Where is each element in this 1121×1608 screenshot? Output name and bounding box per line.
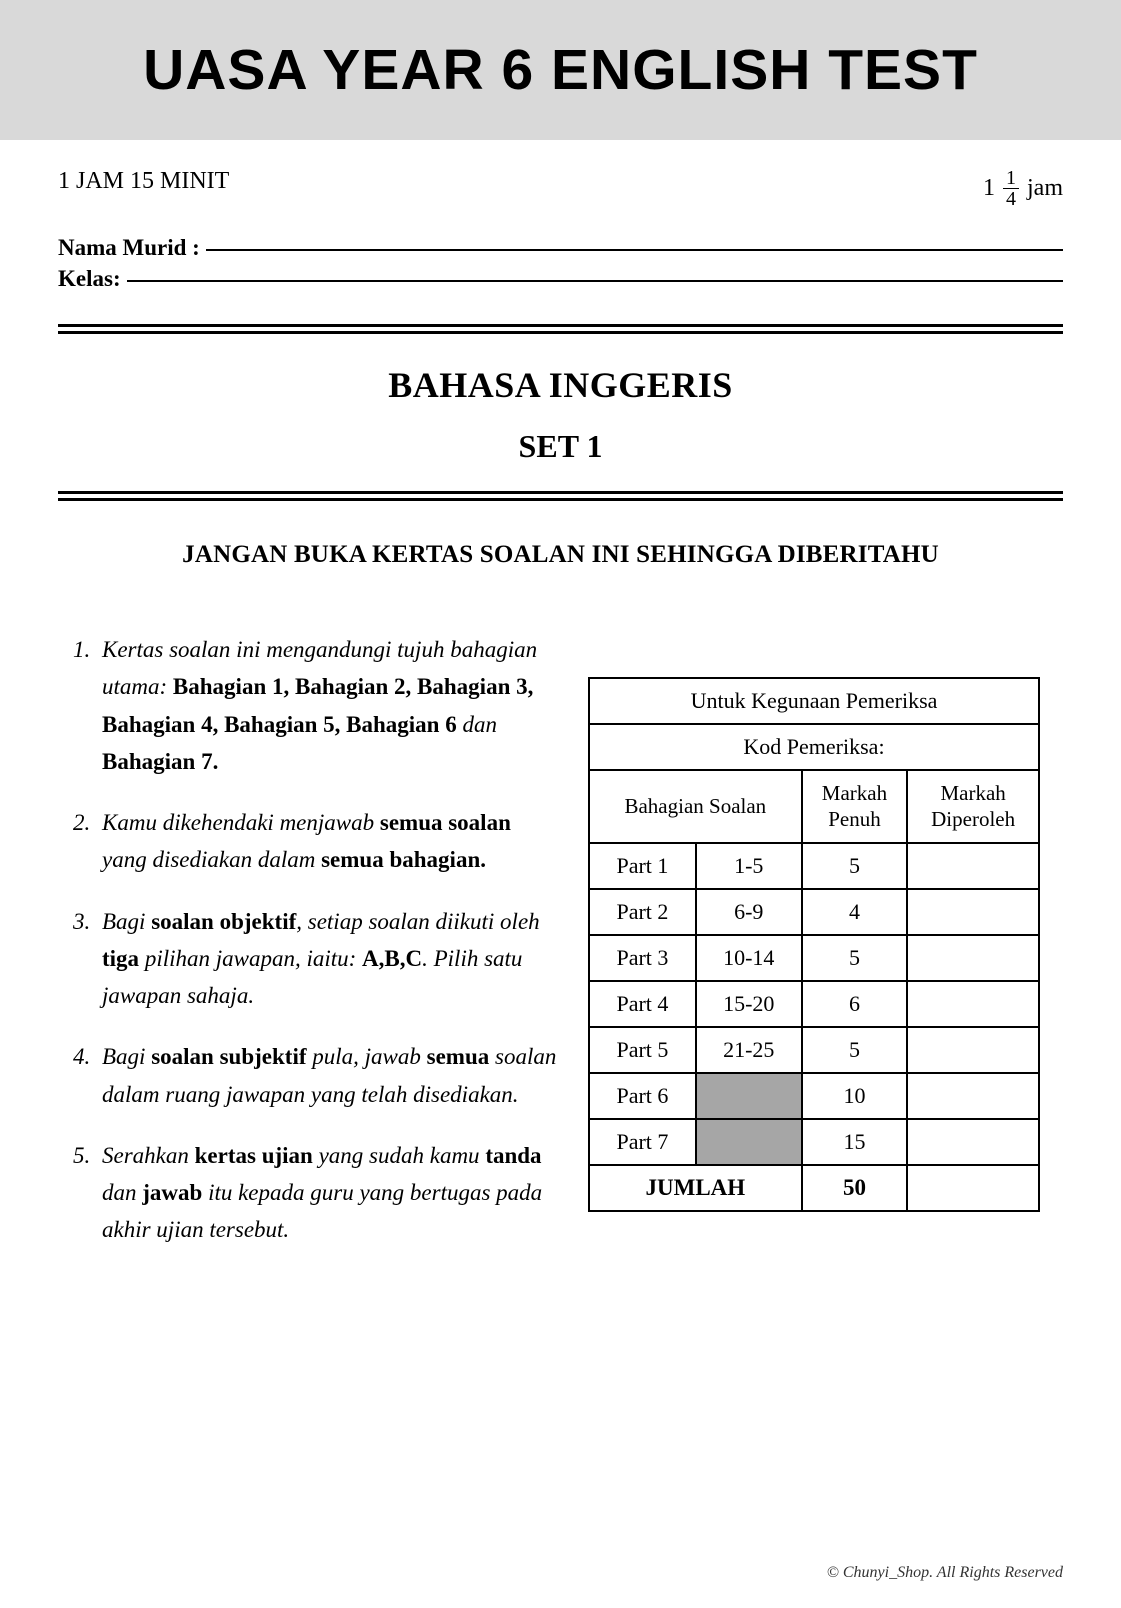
cell-questions: 15-20 [696, 981, 802, 1027]
instruction-text-run: Kamu dikehendaki menjawab [102, 810, 380, 835]
subject-block [58, 364, 1063, 465]
header-markah-diperoleh-line2: Diperoleh [931, 807, 1016, 832]
instruction-text-run: . Pilih satu jawapan sahaja. [102, 945, 523, 1008]
instruction-text-run: Bagi [102, 908, 152, 934]
instruction-text-run: Bagi [102, 1044, 152, 1070]
class-field-row [58, 266, 1063, 292]
instruction-text-run: kertas ujian [194, 1142, 319, 1168]
instruction-text-run: semua bahagian. [321, 847, 486, 873]
instruction-text-run: yang disediakan dalam [102, 847, 322, 873]
cell-obtained-marks[interactable] [907, 1027, 1039, 1073]
header-bahagian-soalan: Bahagian Soalan [589, 770, 802, 843]
instruction-text-run: pula, jawab [312, 1044, 427, 1070]
cell-questions: 10-14 [696, 935, 802, 981]
divider-bottom [58, 491, 1063, 501]
subject-name: BAHASA INGGERIS [388, 365, 733, 405]
divider-top [58, 324, 1063, 334]
instruction-text-run: tiga [102, 945, 145, 971]
duration-whole-number: 1 [983, 175, 995, 201]
cell-questions: 6-9 [696, 889, 802, 935]
copyright-footer: © Chunyi_Shop. All Rights Reserved [826, 1564, 1063, 1581]
cell-full-marks: 5 [802, 935, 908, 981]
fraction-denominator: 4 [1003, 188, 1019, 209]
duration-text: 1 JAM 15 MINIT [58, 168, 230, 194]
instruction-text-run: dan [102, 1180, 143, 1205]
class-field-label: Kelas: [58, 266, 121, 291]
cell-questions [696, 1073, 802, 1119]
cell-part: Part 6 [589, 1073, 696, 1119]
name-field-row [58, 235, 1063, 261]
instruction-text-run: itu kepada guru yang bertugas pada akhir ujian tersebut. [102, 1180, 543, 1243]
cell-part: Part 2 [589, 889, 696, 935]
header-markah-diperoleh [907, 770, 1039, 843]
instruction-item [96, 631, 558, 780]
cell-full-marks: 4 [802, 889, 908, 935]
cell-questions: 21-25 [696, 1027, 802, 1073]
instruction-text-run: Serahkan [102, 1142, 195, 1168]
name-field-input[interactable] [206, 249, 1063, 251]
instructions-list [58, 631, 558, 1249]
marks-table-column [588, 631, 1063, 1273]
fraction-glyph [1003, 168, 1019, 209]
instruction-text-run: A,B,C [362, 945, 423, 971]
instruction-text-run: dan [462, 711, 497, 737]
instruction-text-run: semua [426, 1044, 495, 1070]
cell-total-obtained[interactable] [907, 1165, 1039, 1211]
cell-obtained-marks[interactable] [907, 1119, 1039, 1165]
instruction-item [96, 903, 558, 1015]
content-area [58, 631, 1063, 1273]
cell-part: Part 7 [589, 1119, 696, 1165]
marks-table-title: Untuk Kegunaan Pemeriksa [589, 678, 1039, 724]
instruction-item [96, 804, 558, 879]
page-header-banner [0, 0, 1121, 140]
cell-obtained-marks[interactable] [907, 935, 1039, 981]
cell-obtained-marks[interactable] [907, 889, 1039, 935]
name-field-label: Nama Murid : [58, 235, 200, 260]
header-markah-diperoleh-line1: Markah [940, 781, 1006, 805]
cell-full-marks: 6 [802, 981, 908, 1027]
instruction-text-run: tanda [485, 1142, 542, 1168]
instruction-text-run: , setiap soalan diikuti oleh [296, 908, 540, 934]
cell-full-marks: 15 [802, 1119, 908, 1165]
instruction-text-run: soalan dalam ruang jawapan yang telah disediakan. [102, 1044, 557, 1107]
instruction-text-run: soalan objektif [151, 908, 297, 934]
cell-part: Part 4 [589, 981, 696, 1027]
instruction-text-run: jawab [142, 1180, 209, 1205]
header-markah-penuh [802, 770, 908, 843]
instruction-text-run: soalan subjektif [151, 1044, 313, 1070]
table-row [589, 843, 1039, 889]
instruction-text-run: semua soalan [379, 810, 511, 835]
page-title: UASA YEAR 6 ENGLISH TEST [143, 38, 978, 102]
header-markah-penuh-line1: Markah [821, 781, 888, 805]
cell-full-marks: 10 [802, 1073, 908, 1119]
table-row [589, 1119, 1039, 1165]
instruction-text-run: Bahagian 1, Bahagian 2, Bahagian 3, Bahagian 4, Bahagian 5, Bahagian 6 [102, 674, 534, 737]
duration-row [58, 168, 1063, 209]
cell-questions: 1-5 [696, 843, 802, 889]
table-row [589, 1073, 1039, 1119]
instruction-item [96, 1038, 558, 1113]
cell-part: Part 3 [589, 935, 696, 981]
cell-obtained-marks[interactable] [907, 981, 1039, 1027]
cell-obtained-marks[interactable] [907, 843, 1039, 889]
examiner-code-row [589, 724, 1039, 770]
document-body [0, 168, 1121, 1273]
examiner-code-label[interactable]: Kod Pemeriksa: [589, 724, 1039, 770]
marks-table-header-row [589, 770, 1039, 843]
table-row-total [589, 1165, 1039, 1211]
warning-text: JANGAN BUKA KERTAS SOALAN INI SEHINGGA DIBERITAHU [182, 541, 939, 568]
cell-full-marks: 5 [802, 843, 908, 889]
cell-obtained-marks[interactable] [907, 1073, 1039, 1119]
set-name: SET 1 [518, 428, 603, 464]
cell-total-label: JUMLAH [589, 1165, 802, 1211]
table-row [589, 981, 1039, 1027]
cell-questions [696, 1119, 802, 1165]
instructions-column [58, 631, 558, 1273]
instruction-text-run: pilihan jawapan, iaitu: [144, 945, 363, 971]
table-row [589, 935, 1039, 981]
header-markah-penuh-line2: Penuh [828, 807, 881, 832]
student-fields [58, 235, 1063, 292]
table-row [589, 1027, 1039, 1073]
duration-unit: jam [1027, 175, 1063, 201]
examiner-marks-table [588, 677, 1040, 1212]
duration-fraction [983, 168, 1063, 209]
instruction-text-run: yang sudah kamu [318, 1142, 486, 1168]
class-field-input[interactable] [127, 280, 1063, 282]
cell-total-full: 50 [802, 1165, 908, 1211]
instruction-text-run: : [159, 674, 173, 700]
instruction-text-run: Bahagian 7. [102, 748, 219, 774]
marks-table-title-row [589, 678, 1039, 724]
table-row [589, 889, 1039, 935]
cell-part: Part 5 [589, 1027, 696, 1073]
cell-full-marks: 5 [802, 1027, 908, 1073]
instruction-item [96, 1137, 558, 1249]
fraction-numerator: 1 [1006, 167, 1016, 189]
instruction-text-run: Kertas soalan ini mengandungi tujuh bahagian utama [102, 637, 538, 700]
cell-part: Part 1 [589, 843, 696, 889]
